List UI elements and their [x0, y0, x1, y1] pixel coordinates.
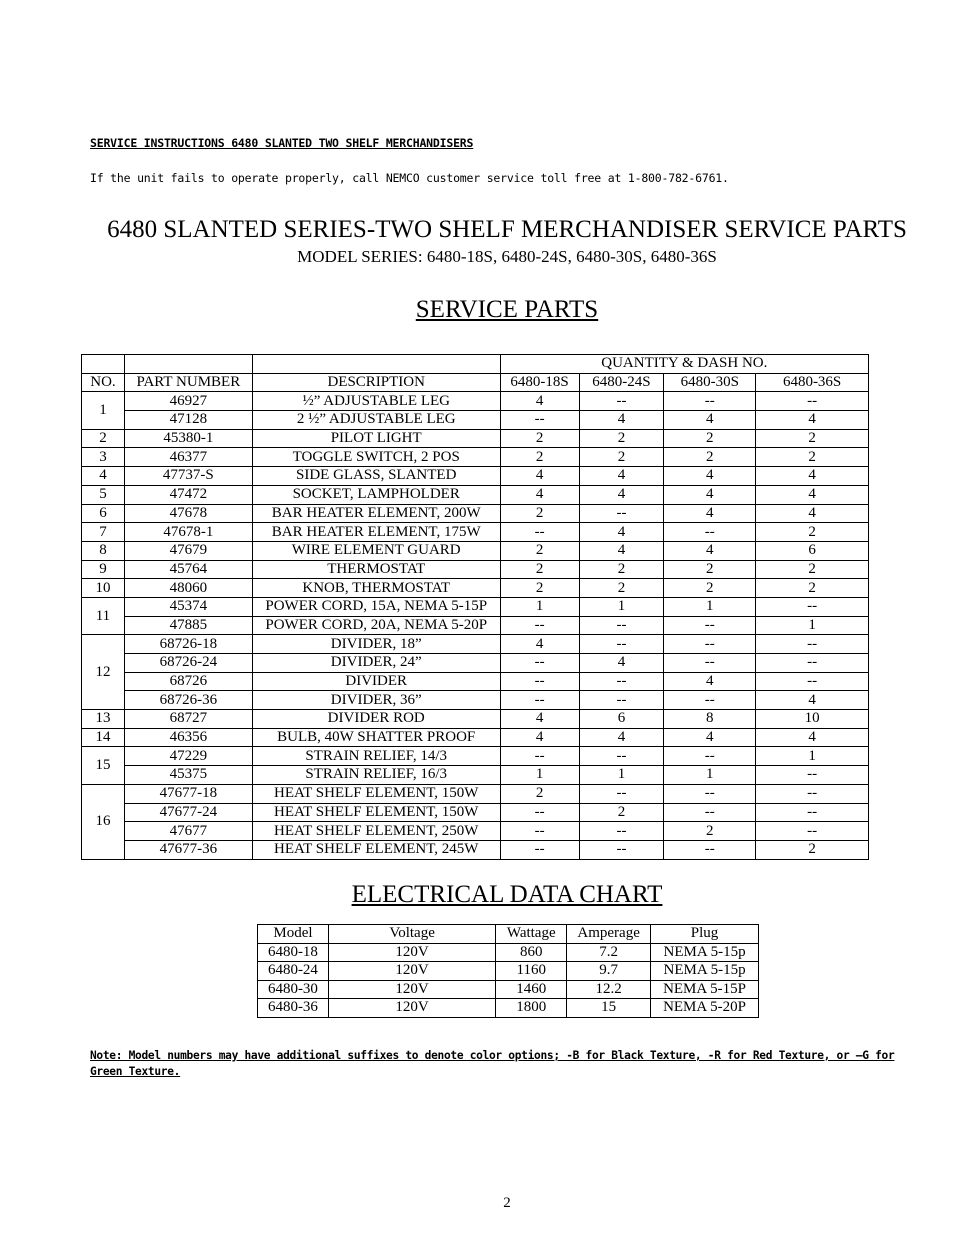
description-cell: KNOB, THERMOSTAT	[252, 579, 500, 598]
description-cell: DIVIDER ROD	[252, 710, 500, 729]
part-number-cell: 48060	[124, 579, 252, 598]
quantity-cell: --	[579, 392, 664, 411]
part-number-cell: 68726-18	[124, 635, 252, 654]
quantity-cell: 2	[579, 560, 664, 579]
item-number-cell: 14	[82, 728, 125, 747]
description-cell: POWER CORD, 15A, NEMA 5-15P	[252, 597, 500, 616]
item-number-cell: 9	[82, 560, 125, 579]
quantity-cell: 4	[664, 504, 756, 523]
table-row	[82, 691, 869, 710]
part-number-cell: 45764	[124, 560, 252, 579]
quantity-cell: 2	[756, 448, 869, 467]
description-cell: POWER CORD, 20A, NEMA 5-20P	[252, 616, 500, 635]
quantity-cell: 2	[579, 579, 664, 598]
quantity-cell: 2	[500, 429, 579, 448]
part-number-cell: 47677	[124, 822, 252, 841]
quantity-cell: --	[756, 635, 869, 654]
quantity-cell: --	[579, 691, 664, 710]
part-number-cell: 45380-1	[124, 429, 252, 448]
quantity-cell: --	[664, 840, 756, 859]
electrical-data-title: ELECTRICAL DATA CHART	[351, 881, 663, 908]
table-cell: 9.7	[567, 962, 651, 981]
item-number-cell: 8	[82, 541, 125, 560]
description-cell: PILOT LIGHT	[252, 429, 500, 448]
quantity-cell: 4	[756, 411, 869, 430]
quantity-cell: --	[579, 504, 664, 523]
table-header-cell	[252, 355, 500, 374]
quantity-cell: 4	[664, 672, 756, 691]
table-row	[82, 654, 869, 673]
table-row	[82, 710, 869, 729]
description-cell: HEAT SHELF ELEMENT, 245W	[252, 840, 500, 859]
quantity-cell: 1	[579, 766, 664, 785]
table-cell: 120V	[328, 962, 495, 981]
section-heading: SERVICE INSTRUCTIONS 6480 SLANTED TWO SHELF MERCHANDISERS	[90, 136, 474, 150]
description-cell: DIVIDER, 18”	[252, 635, 500, 654]
table-header-row	[258, 925, 759, 944]
quantity-cell: --	[500, 654, 579, 673]
description-cell: TOGGLE SWITCH, 2 POS	[252, 448, 500, 467]
quantity-cell: --	[756, 392, 869, 411]
table-cell: 120V	[328, 943, 495, 962]
quantity-cell: 2	[664, 822, 756, 841]
table-cell: 6480-18	[258, 943, 329, 962]
quantity-cell: --	[500, 672, 579, 691]
part-number-cell: 46356	[124, 728, 252, 747]
quantity-cell: --	[756, 784, 869, 803]
quantity-cell: --	[664, 803, 756, 822]
quantity-cell: 8	[664, 710, 756, 729]
quantity-cell: 2	[664, 579, 756, 598]
table-row	[82, 803, 869, 822]
table-row	[82, 672, 869, 691]
quantity-cell: 4	[664, 467, 756, 486]
part-number-cell: 47737-S	[124, 467, 252, 486]
table-cell: 1800	[496, 999, 567, 1018]
description-cell: WIRE ELEMENT GUARD	[252, 541, 500, 560]
quantity-cell: 4	[664, 411, 756, 430]
table-cell: NEMA 5-15P	[651, 980, 759, 999]
quantity-cell: 10	[756, 710, 869, 729]
table-row	[258, 943, 759, 962]
quantity-cell: 2	[579, 448, 664, 467]
table-cell: 860	[496, 943, 567, 962]
quantity-cell: 4	[579, 485, 664, 504]
quantity-cell: 4	[756, 467, 869, 486]
table-row	[82, 523, 869, 542]
table-cell: 6480-24	[258, 962, 329, 981]
quantity-cell: 4	[756, 691, 869, 710]
quantity-cell: --	[579, 672, 664, 691]
part-number-cell: 68726-36	[124, 691, 252, 710]
quantity-cell: 2	[500, 448, 579, 467]
quantity-cell: --	[500, 822, 579, 841]
description-cell: BAR HEATER ELEMENT, 200W	[252, 504, 500, 523]
quantity-cell: 2	[579, 803, 664, 822]
table-row	[82, 616, 869, 635]
table-cell: NEMA 5-20P	[651, 999, 759, 1018]
table-row	[258, 999, 759, 1018]
quantity-cell: 2	[664, 560, 756, 579]
table-row	[82, 597, 869, 616]
table-row	[82, 541, 869, 560]
quantity-cell: --	[664, 784, 756, 803]
quantity-cell: --	[579, 840, 664, 859]
quantity-cell: --	[756, 766, 869, 785]
part-number-cell: 47677-24	[124, 803, 252, 822]
quantity-cell: 1	[756, 747, 869, 766]
quantity-cell: 4	[664, 485, 756, 504]
table-cell: 6480-30	[258, 980, 329, 999]
quantity-cell: 2	[500, 504, 579, 523]
item-number-cell: 2	[82, 429, 125, 448]
item-number-cell: 16	[82, 784, 125, 859]
quantity-cell: 1	[500, 766, 579, 785]
quantity-cell: 4	[664, 728, 756, 747]
item-number-cell: 1	[82, 392, 125, 429]
item-number-cell: 5	[82, 485, 125, 504]
quantity-cell: --	[664, 654, 756, 673]
table-header-cell	[124, 355, 252, 374]
part-number-cell: 47677-18	[124, 784, 252, 803]
table-row	[82, 766, 869, 785]
service-parts-table	[81, 354, 869, 860]
color-options-note: Note: Model numbers may have additional suffixes to denote color options; -B for Black Texture, -R for Red Texture, or –G for Green Texture.	[90, 1049, 895, 1078]
item-number-cell: 10	[82, 579, 125, 598]
item-number-cell: 3	[82, 448, 125, 467]
item-number-cell: 13	[82, 710, 125, 729]
header-wattage: Wattage	[496, 925, 567, 944]
item-number-cell: 15	[82, 747, 125, 784]
quantity-cell: 4	[500, 485, 579, 504]
header-no: NO.	[82, 373, 125, 392]
part-number-cell: 47885	[124, 616, 252, 635]
quantity-cell: --	[664, 691, 756, 710]
header-voltage: Voltage	[328, 925, 495, 944]
part-number-cell: 45375	[124, 766, 252, 785]
part-number-cell: 47678-1	[124, 523, 252, 542]
header-part-number: PART NUMBER	[124, 373, 252, 392]
quantity-cell: 2	[756, 429, 869, 448]
page-number: 2	[503, 1195, 511, 1211]
description-cell: HEAT SHELF ELEMENT, 250W	[252, 822, 500, 841]
quantity-cell: 2	[756, 840, 869, 859]
description-cell: DIVIDER	[252, 672, 500, 691]
quantity-cell: 2	[756, 523, 869, 542]
quantity-cell: 1	[664, 597, 756, 616]
part-number-cell: 68726-24	[124, 654, 252, 673]
description-cell: BAR HEATER ELEMENT, 175W	[252, 523, 500, 542]
quantity-cell: 2	[500, 560, 579, 579]
table-row	[82, 840, 869, 859]
quantity-cell: 2	[664, 429, 756, 448]
quantity-cell: 2	[500, 541, 579, 560]
table-row	[82, 635, 869, 654]
table-cell: 120V	[328, 980, 495, 999]
quantity-cell: --	[756, 672, 869, 691]
quantity-cell: --	[579, 747, 664, 766]
quantity-cell: 4	[756, 485, 869, 504]
quantity-cell: --	[500, 747, 579, 766]
quantity-cell: 2	[664, 448, 756, 467]
quantity-cell: 4	[500, 728, 579, 747]
quantity-cell: --	[664, 616, 756, 635]
item-number-cell: 4	[82, 467, 125, 486]
table-cell: 15	[567, 999, 651, 1018]
quantity-cell: 4	[579, 523, 664, 542]
header-plug: Plug	[651, 925, 759, 944]
description-cell: SOCKET, LAMPHOLDER	[252, 485, 500, 504]
header-description: DESCRIPTION	[252, 373, 500, 392]
part-number-cell: 45374	[124, 597, 252, 616]
header-6480-30s: 6480-30S	[664, 373, 756, 392]
part-number-cell: 47677-36	[124, 840, 252, 859]
quantity-cell: 4	[756, 504, 869, 523]
quantity-cell: --	[664, 523, 756, 542]
table-cell: 1160	[496, 962, 567, 981]
quantity-cell: --	[500, 523, 579, 542]
quantity-cell: 4	[579, 654, 664, 673]
quantity-cell: 1	[756, 616, 869, 635]
quantity-cell: --	[664, 635, 756, 654]
table-row	[82, 822, 869, 841]
quantity-cell: 4	[756, 728, 869, 747]
part-number-cell: 47679	[124, 541, 252, 560]
model-series-subtitle: MODEL SERIES: 6480-18S, 6480-24S, 6480-30S, 6480-36S	[297, 247, 717, 266]
quantity-cell: --	[500, 616, 579, 635]
quantity-cell: --	[756, 597, 869, 616]
part-number-cell: 46377	[124, 448, 252, 467]
quantity-cell: 2	[579, 429, 664, 448]
table-row	[82, 448, 869, 467]
table-group-header-row	[82, 355, 869, 374]
description-cell: HEAT SHELF ELEMENT, 150W	[252, 784, 500, 803]
quantity-cell: 4	[500, 392, 579, 411]
quantity-cell: 2	[756, 579, 869, 598]
table-cell: 12.2	[567, 980, 651, 999]
description-cell: THERMOSTAT	[252, 560, 500, 579]
part-number-cell: 47472	[124, 485, 252, 504]
quantity-cell: 4	[664, 541, 756, 560]
quantity-cell: 4	[500, 467, 579, 486]
table-row	[258, 962, 759, 981]
part-number-cell: 47229	[124, 747, 252, 766]
table-cell: 120V	[328, 999, 495, 1018]
table-row	[82, 747, 869, 766]
quantity-group-header: QUANTITY & DASH NO.	[500, 355, 868, 374]
quantity-cell: 6	[756, 541, 869, 560]
item-number-cell: 12	[82, 635, 125, 710]
quantity-cell: 1	[664, 766, 756, 785]
description-cell: BULB, 40W SHATTER PROOF	[252, 728, 500, 747]
description-cell: DIVIDER, 36”	[252, 691, 500, 710]
quantity-cell: --	[579, 822, 664, 841]
quantity-cell: 1	[579, 597, 664, 616]
description-cell: STRAIN RELIEF, 14/3	[252, 747, 500, 766]
quantity-cell: --	[579, 616, 664, 635]
table-row	[258, 980, 759, 999]
quantity-cell: 4	[579, 541, 664, 560]
part-number-cell: 68727	[124, 710, 252, 729]
table-row	[82, 579, 869, 598]
description-cell: HEAT SHELF ELEMENT, 150W	[252, 803, 500, 822]
item-number-cell: 11	[82, 597, 125, 634]
table-header-cell	[82, 355, 125, 374]
description-cell: SIDE GLASS, SLANTED	[252, 467, 500, 486]
quantity-cell: 4	[500, 710, 579, 729]
table-row	[82, 411, 869, 430]
item-number-cell: 6	[82, 504, 125, 523]
quantity-cell: --	[579, 784, 664, 803]
table-row	[82, 467, 869, 486]
part-number-cell: 47678	[124, 504, 252, 523]
table-row	[82, 485, 869, 504]
table-row	[82, 429, 869, 448]
part-number-cell: 47128	[124, 411, 252, 430]
table-cell: NEMA 5-15p	[651, 962, 759, 981]
quantity-cell: 1	[500, 597, 579, 616]
quantity-cell: --	[664, 392, 756, 411]
quantity-cell: 4	[579, 411, 664, 430]
header-amperage: Amperage	[567, 925, 651, 944]
quantity-cell: --	[756, 822, 869, 841]
table-cell: 7.2	[567, 943, 651, 962]
table-cell: 1460	[496, 980, 567, 999]
page-title: 6480 SLANTED SERIES-TWO SHELF MERCHANDISER SERVICE PARTS	[107, 216, 907, 243]
table-row	[82, 392, 869, 411]
service-parts-title: SERVICE PARTS	[415, 296, 599, 323]
table-header-row	[82, 373, 869, 392]
quantity-cell: --	[500, 691, 579, 710]
part-number-cell: 46927	[124, 392, 252, 411]
electrical-data-table	[257, 924, 759, 1018]
quantity-cell: 2	[500, 784, 579, 803]
header-6480-24s: 6480-24S	[579, 373, 664, 392]
header-6480-36s: 6480-36S	[756, 373, 869, 392]
quantity-cell: --	[500, 411, 579, 430]
quantity-cell: 2	[756, 560, 869, 579]
table-row	[82, 728, 869, 747]
item-number-cell: 7	[82, 523, 125, 542]
header-model: Model	[258, 925, 329, 944]
table-cell: NEMA 5-15p	[651, 943, 759, 962]
table-cell: 6480-36	[258, 999, 329, 1018]
part-number-cell: 68726	[124, 672, 252, 691]
quantity-cell: 2	[500, 579, 579, 598]
intro-text: If the unit fails to operate properly, call NEMCO customer service toll free at 1-800-782-6761.	[90, 171, 729, 185]
quantity-cell: --	[500, 840, 579, 859]
quantity-cell: 6	[579, 710, 664, 729]
quantity-cell: --	[756, 803, 869, 822]
description-cell: 2 ½” ADJUSTABLE LEG	[252, 411, 500, 430]
description-cell: DIVIDER, 24”	[252, 654, 500, 673]
quantity-cell: --	[756, 654, 869, 673]
table-row	[82, 560, 869, 579]
quantity-cell: --	[500, 803, 579, 822]
table-row	[82, 784, 869, 803]
quantity-cell: 4	[579, 728, 664, 747]
quantity-cell: 4	[500, 635, 579, 654]
table-row	[82, 504, 869, 523]
quantity-cell: --	[664, 747, 756, 766]
description-cell: STRAIN RELIEF, 16/3	[252, 766, 500, 785]
quantity-cell: 4	[579, 467, 664, 486]
quantity-cell: --	[579, 635, 664, 654]
header-6480-18s: 6480-18S	[500, 373, 579, 392]
description-cell: ½” ADJUSTABLE LEG	[252, 392, 500, 411]
